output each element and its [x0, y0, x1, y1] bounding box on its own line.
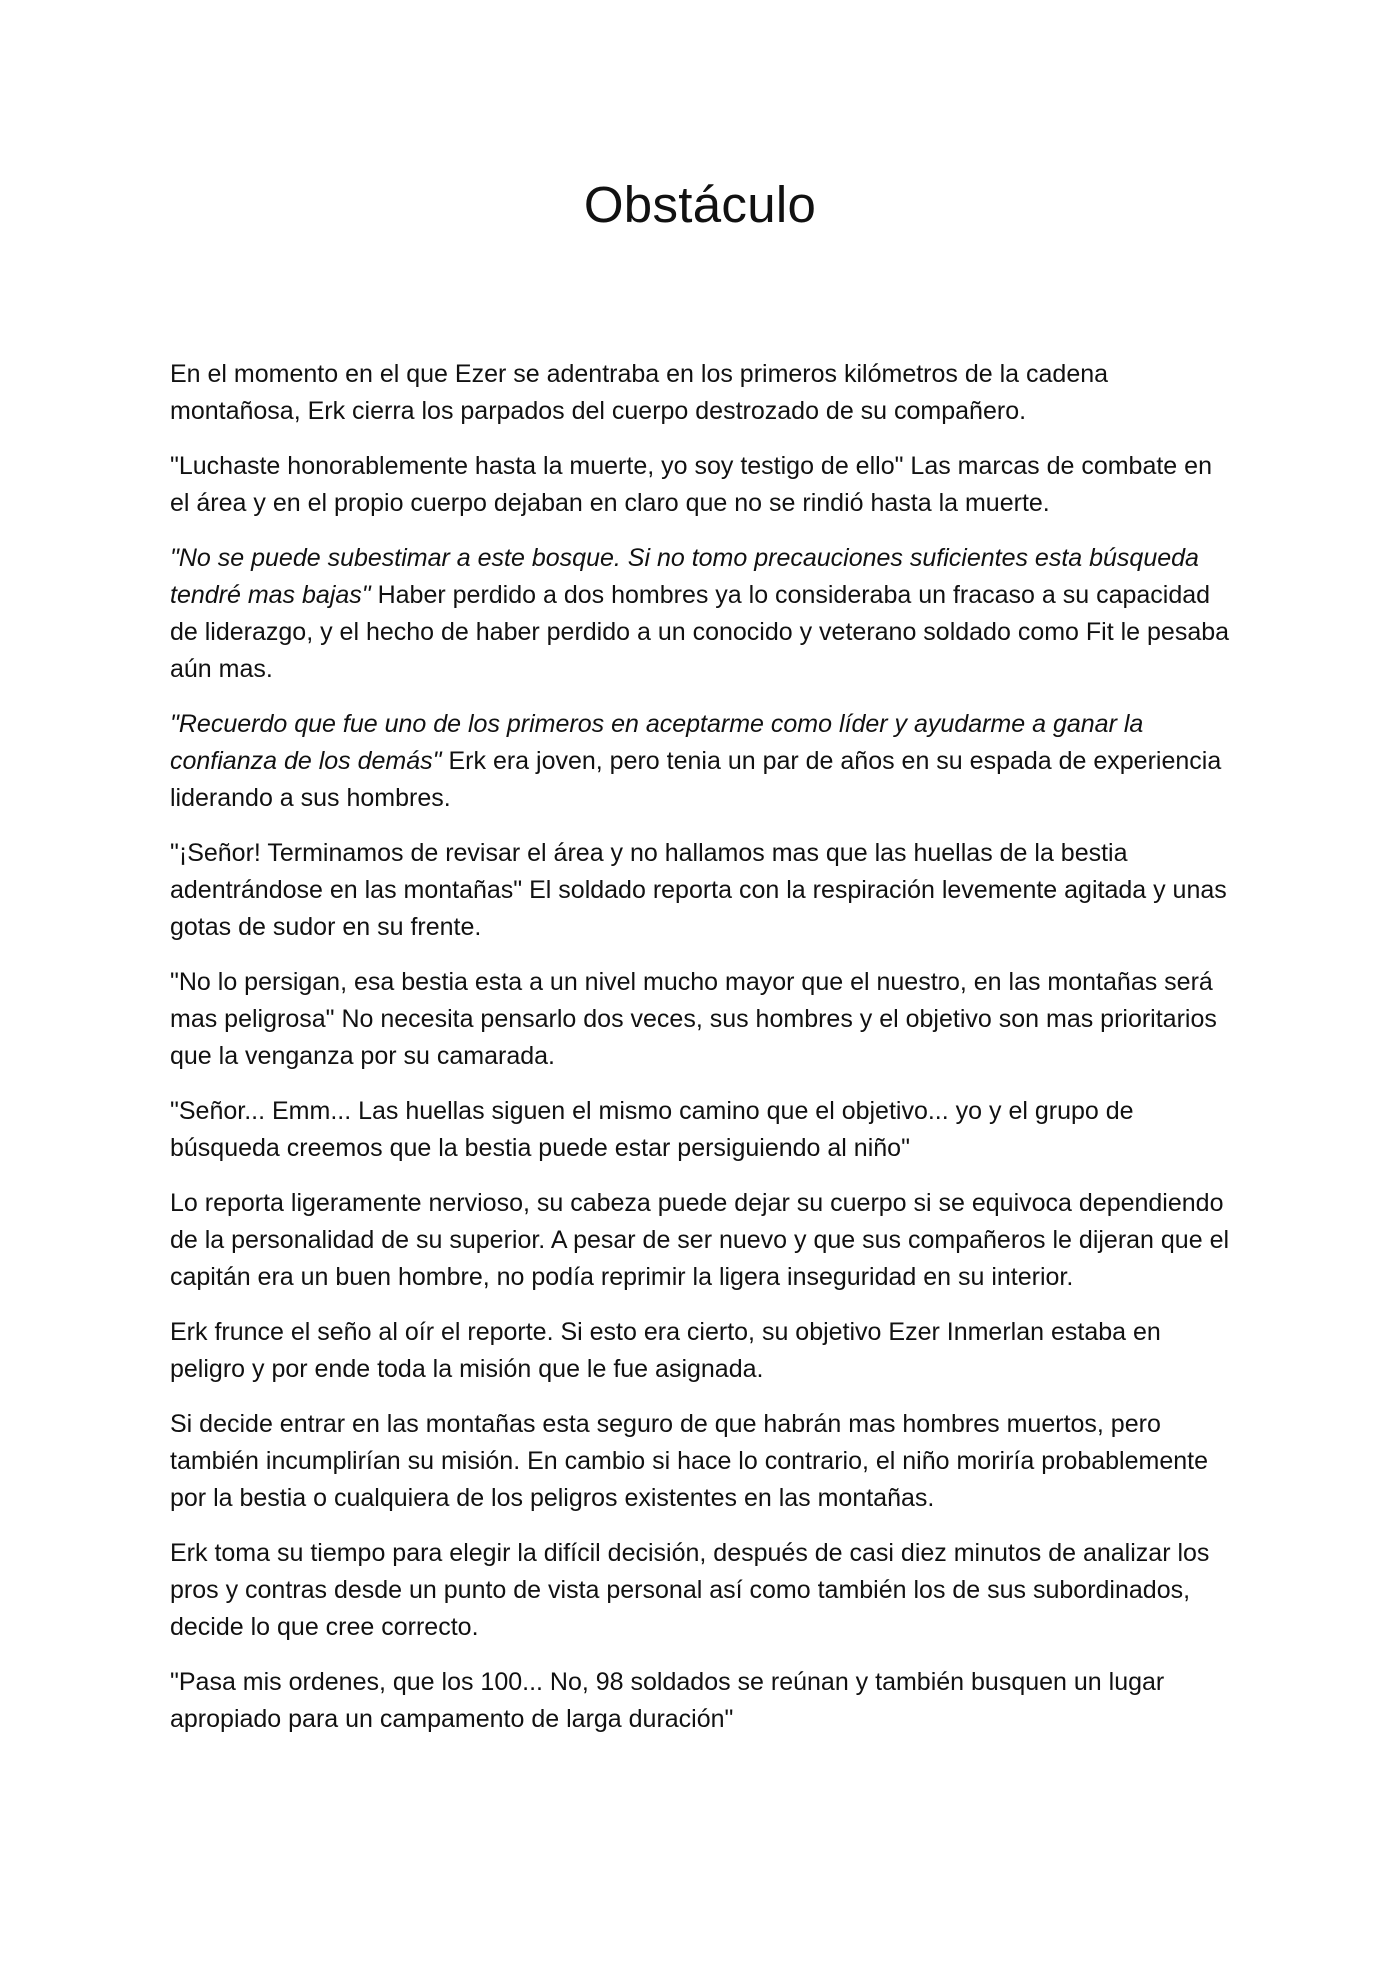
- paragraph-3-text: Haber perdido a dos hombres ya lo consideraba un fracaso a su capacidad de liderazgo, y el hecho de haber perdido a un conocido y veterano soldado como Fit le pesaba aún mas.: [170, 581, 1230, 683]
- paragraph-1-text: En el momento en el que Ezer se adentraba en los primeros kilómetros de la cadena montañosa, Erk cierra los parpados del cuerpo destrozado de su compañero.: [170, 360, 1109, 425]
- paragraph-1: [170, 356, 1230, 430]
- paragraph-5-text: "¡Señor! Terminamos de revisar el área y no hallamos mas que las huellas de la bestia adentrándose en las montañas" El soldado reporta con la respiración levemente agitada y unas gotas de sudor en su frente.: [170, 839, 1227, 941]
- paragraph-2-text: "Luchaste honorablemente hasta la muerte, yo soy testigo de ello" Las marcas de combate en el área y en el propio cuerpo dejaban en claro que no se rindió hasta la muerte.: [170, 452, 1212, 517]
- paragraph-8: [170, 1185, 1230, 1296]
- paragraph-4-text: Erk era joven, pero tenia un par de años en su espada de experiencia liderando a sus hombres.: [170, 747, 1222, 812]
- paragraph-7: [170, 1093, 1230, 1167]
- document-title: Obstáculo: [583, 176, 817, 233]
- paragraph-7-text: "Señor... Emm... Las huellas siguen el mismo camino que el objetivo... yo y el grupo de búsqueda creemos que la bestia puede estar persiguiendo al niño": [170, 1097, 1134, 1162]
- paragraph-4-italic: "Recuerdo que fue uno de los primeros en aceptarme como líder y ayudarme a ganar la confianza de los demás": [170, 710, 1144, 775]
- paragraph-10: [170, 1406, 1230, 1517]
- paragraph-2: [170, 448, 1230, 522]
- paragraph-3: [170, 540, 1230, 688]
- paragraph-9-text: Erk frunce el seño al oír el reporte. Si esto era cierto, su objetivo Ezer Inmerlan estaba en peligro y por ende toda la misión que le fue asignada.: [170, 1318, 1161, 1383]
- paragraph-11-text: Erk toma su tiempo para elegir la difícil decisión, después de casi diez minutos de analizar los pros y contras desde un punto de vista personal así como también los de sus subordinados, decide lo que cree correcto.: [170, 1539, 1210, 1641]
- paragraph-5: [170, 835, 1230, 946]
- paragraph-9: [170, 1314, 1230, 1388]
- paragraph-12-text: "Pasa mis ordenes, que los 100... No, 98 soldados se reúnan y también busquen un lugar apropiado para un campamento de larga duración": [170, 1668, 1165, 1733]
- paragraph-6: [170, 964, 1230, 1075]
- paragraph-3-italic: "No se puede subestimar a este bosque. Si no tomo precauciones suficientes esta búsqueda tendré mas bajas": [170, 544, 1199, 609]
- paragraph-6-text: "No lo persigan, esa bestia esta a un nivel mucho mayor que el nuestro, en las montañas será mas peligrosa" No necesita pensarlo dos veces, sus hombres y el objetivo son mas prioritarios que la venganza por su camarada.: [170, 968, 1217, 1070]
- paragraph-12: [170, 1664, 1230, 1738]
- paragraph-10-text: Si decide entrar en las montañas esta seguro de que habrán mas hombres muertos, pero también incumplirían su misión. En cambio si hace lo contrario, el niño moriría probablemente por la bestia o cualquiera de los peligros existentes en las montañas.: [170, 1410, 1209, 1512]
- paragraph-8-text: Lo reporta ligeramente nervioso, su cabeza puede dejar su cuerpo si se equivoca dependiendo de la personalidad de su superior. A pesar de ser nuevo y que sus compañeros le dijeran que el capitán era un buen hombre, no podía reprimir la ligera inseguridad en su interior.: [170, 1189, 1230, 1291]
- paragraph-4: [170, 706, 1230, 817]
- paragraph-11: [170, 1535, 1230, 1646]
- document-body: [170, 356, 1230, 1756]
